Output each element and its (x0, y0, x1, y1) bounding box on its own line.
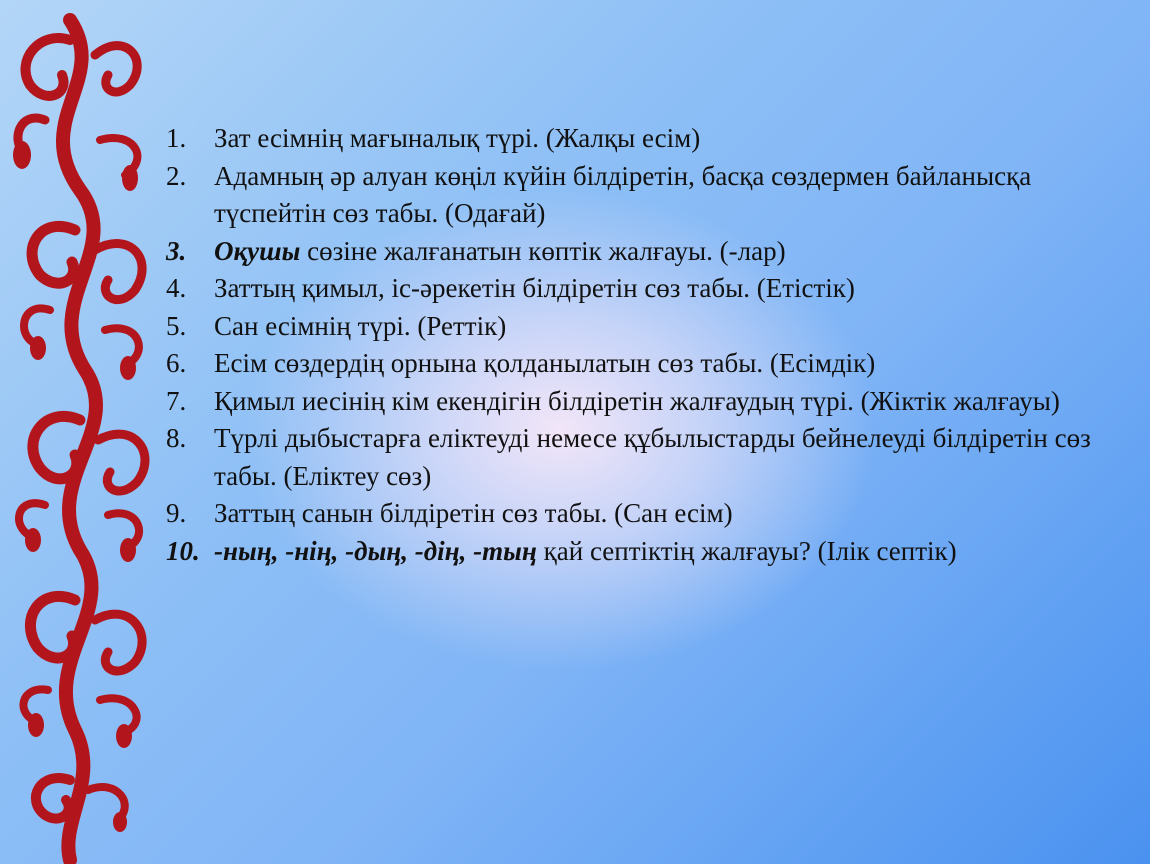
list-text: Заттың санын білдіретін сөз табы. (Сан есім) (214, 498, 733, 528)
list-item-1 (166, 120, 1101, 158)
list-number: 3. (166, 235, 187, 266)
list-item-9 (166, 495, 1101, 533)
list-number: 6. (166, 348, 187, 378)
list-item-10 (166, 533, 1101, 571)
list-item-3 (166, 233, 1101, 271)
list-text: Заттың қимыл, іс-әрекетін білдіретін сөз табы. (Етістік) (214, 273, 855, 303)
list-emphasis: -ның, -нің, -дың, -дің, -тың (214, 535, 537, 566)
list-item-4 (166, 270, 1101, 308)
list-text: Сан есімнің түрі. (Реттік) (214, 310, 507, 341)
list-item-8 (166, 420, 1101, 495)
list-text: Қимыл иесінің кім екендігін білдіретін жалғаудың түрі. (Жіктік жалғауы) (214, 385, 1060, 416)
list-number: 2. (166, 160, 187, 191)
list-item-6 (166, 345, 1101, 383)
list-number: 5. (166, 310, 187, 341)
list-item-5 (166, 308, 1101, 346)
list-number: 1. (166, 123, 187, 153)
floral-border-icon (0, 0, 170, 864)
list-emphasis: Оқушы (214, 235, 301, 266)
list-text: Түрлі дыбыстарға еліктеуді немесе құбылыстарды бейнелеуді білдіретін сөз табы. (Еліктеу сөз) (214, 423, 1091, 491)
list-number: 9. (166, 498, 187, 528)
question-list (166, 120, 1101, 570)
list-number: 8. (166, 423, 187, 453)
list-text: сөзіне жалғанатын көптік жалғауы. (-лар) (300, 235, 786, 266)
list-text: қай септіктің жалғауы? (Ілік септік) (536, 535, 957, 566)
list-item-2 (166, 158, 1101, 233)
list-text: Зат есімнің мағыналық түрі. (Жалқы есім) (214, 123, 701, 153)
list-item-7 (166, 383, 1101, 421)
list-text: Адамның әр алуан көңіл күйін білдіретін, басқа сөздермен байланысқа түспейтін сөз табы. (Одағай) (214, 160, 1032, 228)
list-text: Есім сөздердің орнына қолданылатын сөз табы. (Есімдік) (214, 348, 876, 378)
list-number: 7. (166, 385, 187, 416)
list-number: 10. (166, 535, 200, 566)
list-number: 4. (166, 273, 187, 303)
